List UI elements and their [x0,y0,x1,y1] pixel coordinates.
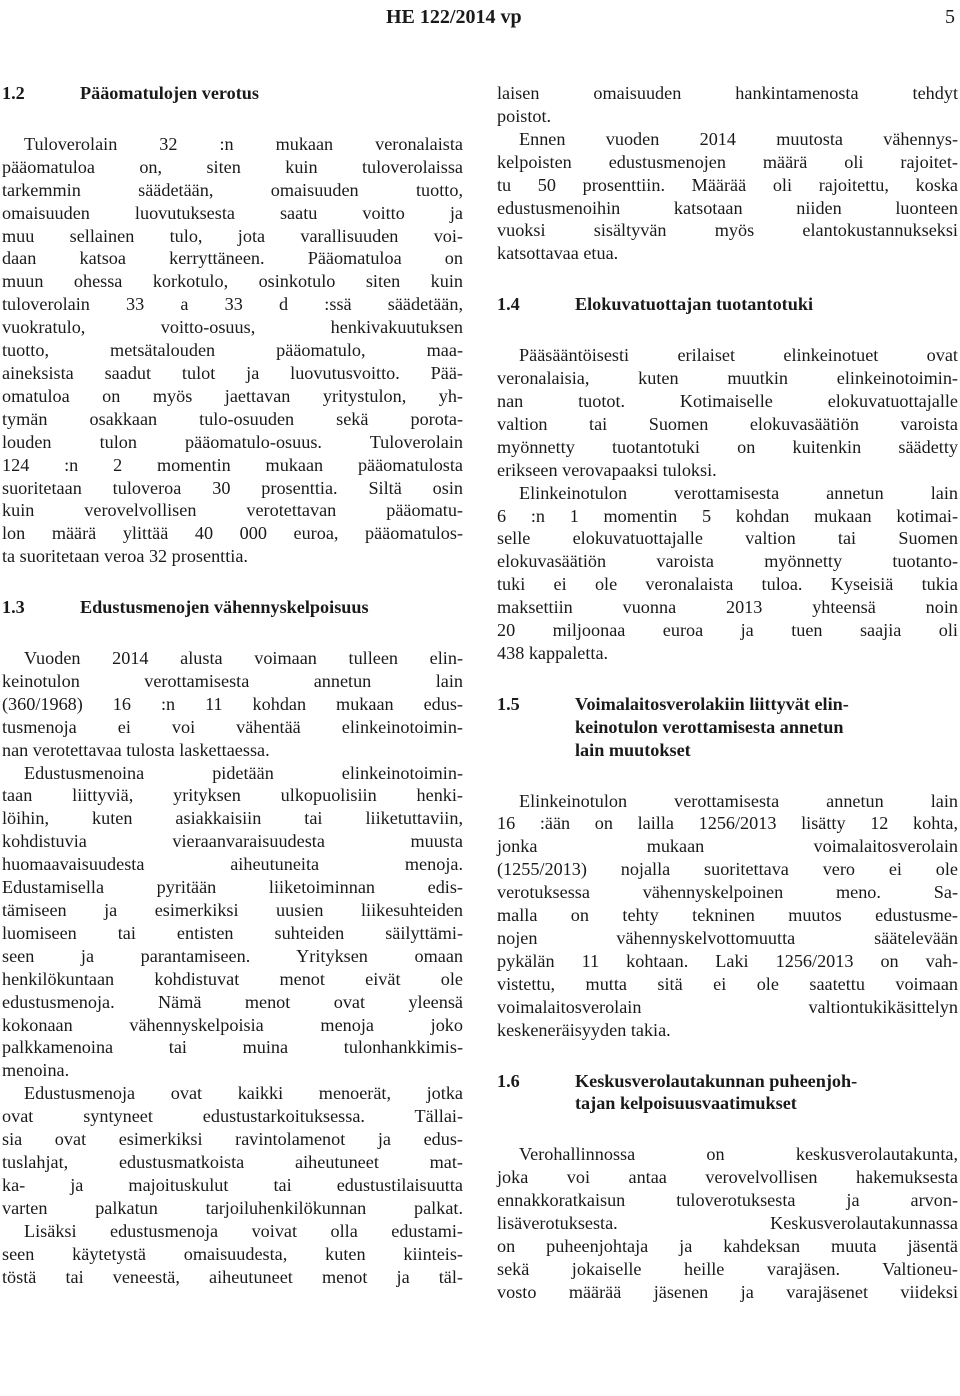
text-line: pääomatuloa on, siten kuin tuloverolaissa [2,156,463,177]
text-line: erikseen verovapaaksi tuloksi. [497,459,717,480]
text-line: veronalaisia, kuten muutkin elinkeinotoimin- [497,368,958,389]
section-title: Pääomatulojen verotus [80,83,259,103]
text-line: laisen omaisuuden hankintamenosta tehdyt [497,83,958,103]
text-line: muun ohessa korkotulo, osinkotulo siten kuin [2,271,463,292]
section-heading-1-3 [2,596,463,619]
text-line: louden tulon pääomatulo-osuus. Tuloverolain [2,431,463,452]
text-line: sekä jokaiselle heille varajäsen. Valtioneu- [497,1258,958,1279]
section-body-1-6 [497,1143,958,1303]
continued-paragraph [497,82,958,265]
text-line: tu 50 prosenttiin. Määrää oli rajoitettu, koska [497,174,958,195]
text-line: muu sellainen tulo, jota varallisuuden voi- [2,225,463,246]
text-line: seen käytetystä omaisuudesta, kuten kiinteis- [2,1243,463,1264]
text-line: verotuksessa vähennyskelpoinen meno. Sa- [497,882,958,903]
text-line: poistot. [497,105,552,126]
text-line: vuoksi sisältyvän myös elantokustannukseksi [497,220,958,241]
text-line: (1255/2013) nojalla suoritettava vero ei ole [497,859,958,880]
text-line: keskeneräisyyden takia. [497,1019,671,1040]
text-line: ka- ja majoituskulut tai edustustilaisuutta [2,1174,463,1195]
section-heading-1-2 [2,82,463,105]
text-line: vuokratulo, voitto-osuus, henkivakuutuksen [2,317,463,338]
text-line: ovat syntyneet edustustarkoituksessa. Tällai- [2,1106,463,1127]
text-line: taan liittyviä, yrityksen ulkopuolisiin henki- [2,785,463,806]
text-line: 438 kappaletta. [497,642,609,663]
text-line: varten palkatun tarjoiluhenkilökunnan palkat. [2,1197,463,1218]
text-line: tämiseen ja esimerkiksi uusien liikesuhteiden [2,900,463,920]
text-line: löihin, kuten asiakkaisiin tai liiketuttaviin, [2,808,463,829]
text-line: kuin verovelvollisen verotettavan pääomatu- [2,500,463,521]
text-line: Edustamisella pyritään liiketoiminnan edis- [2,877,463,898]
text-line: vosto määrää jäsenen ja varajäsenet viideksi [497,1281,958,1302]
section-body-1-5 [497,790,958,1042]
text-line: palkkamenoina tai muina tulonhankkimis- [2,1037,463,1058]
text-line: lon määrä ylittää 40 000 euroa, pääomatulos- [2,523,463,544]
text-line: daan katsoa kerryttäneen. Pääomatuloa on [2,248,463,269]
text-line: aineksista saadut tulot ja luovutusvoitto. Pää- [2,362,463,383]
text-line: 16 :ään on lailla 1256/2013 lisätty 12 kohta, [497,813,958,834]
right-column [497,82,958,1304]
text-line: (360/1968) 16 :n 11 kohdan mukaan edus- [2,693,463,714]
section-heading-1-4 [497,293,958,316]
section-number: 1.2 [2,83,25,103]
text-line: nan tuotot. Kotimaiselle elokuvatuottajalle [497,390,958,411]
section-title: tajan kelpoisuusvaatimukset [575,1093,797,1114]
text-line: kohdistuvia vieraanvaraisuudesta muusta [2,831,463,852]
text-line: edustusmenoihin katsotaan niiden luonteen [497,197,958,218]
text-line: myönnetty tuotantotuki on kuitenkin säädetty [497,436,958,457]
section-title: keinotulon verottamisesta annetun [575,716,844,737]
text-line: selle elokuvatuottajalle valtion tai Suomen [497,528,958,549]
text-line: Vuoden 2014 alusta voimaan tulleen elin- [24,648,463,669]
text-line: Ennen vuoden 2014 muutosta vähennys- [519,128,958,149]
text-line: kokonaan vähennyskelpoisia menoja joko [2,1014,463,1035]
section-title: Keskusverolautakunnan puheenjoh- [575,1070,858,1091]
text-line: menoina. [2,1060,70,1081]
section-heading-1-6 [497,1070,958,1116]
text-line: tymän osakkaan tulo-osuuden sekä porota- [2,408,463,429]
text-line: Pääsääntöisesti erilaiset elinkeinotuet ovat [519,345,958,366]
text-line: Edustusmenoja ovat kaikki menoerät, jotka [24,1083,463,1104]
left-column [2,82,463,1288]
text-line: huomaavaisuudesta aiheutuneita menoja. [2,854,463,875]
text-line: töstä tai veneestä, aiheutuneet menot ja täl- [2,1266,463,1287]
section-heading-1-5 [497,693,958,762]
text-line: tuki ei ole veronalaista tuloa. Kyseisiä tukia [497,574,958,595]
text-line: kelpoisten edustusmenojen määrä oli rajoitet- [497,151,958,172]
section-title: Edustusmenojen vähennyskelpoisuus [80,597,369,618]
text-line: pykälän 11 kohtaan. Laki 1256/2013 on vah- [497,950,958,971]
section-number: 1.4 [497,294,520,315]
section-body-1-2 [2,133,463,568]
text-line: Elinkeinotulon verottamisesta annetun lain [519,790,958,811]
text-line: tusmenoja ei voi vähentää elinkeinotoimin- [2,716,463,737]
section-number: 1.5 [497,693,520,714]
text-line: joka voi antaa verovelvollisen hakemuksesta [497,1167,958,1188]
text-line: nan verotettavaa tulosta laskettaessa. [2,739,270,760]
text-line: Edustusmenoina pidetään elinkeinotoimin- [24,762,463,783]
text-line: omaisuuden luovutuksesta saatu voitto ja [2,202,463,223]
text-line: katsottavaa etua. [497,243,619,264]
text-line: malla on tehty tekninen muutos edustusme- [497,905,958,926]
text-line: vistettu, mutta sitä ei ole saatettu voimaan [497,973,958,994]
page-number: 5 [945,6,955,28]
text-line: ennakkoratkaisun tuloverotuksesta ja arvon- [497,1190,958,1211]
document-reference: HE 122/2014 vp [386,6,522,28]
text-line: on puheenjohtaja ja kahdeksan muuta jäsentä [497,1235,958,1256]
text-line: keinotulon verottamisesta annetun lain [2,670,463,691]
text-line: maksettiin vuonna 2013 yhteensä noin [497,597,958,618]
text-line: seen ja parantamiseen. Yrityksen omaan [2,945,463,966]
text-line: tuslahjat, edustusmatkoista aiheutuneet mat- [2,1151,463,1172]
text-line: 20 miljoonaa euroa ja tuen saajia oli [497,620,958,641]
text-line: Elinkeinotulon verottamisesta annetun lain [519,482,958,503]
text-line: tuotto, metsätalouden pääomatulo, maa- [2,340,463,361]
text-line: lisäverotuksesta. Keskusverolautakunnassa [497,1213,958,1234]
text-line: sia ovat esimerkiksi ravintolamenot ja edus- [2,1129,463,1150]
text-line: tarkemmin säädetään, omaisuuden tuotto, [2,179,463,200]
text-line: nojen vähennyskelvottomuutta säätelevään [497,928,958,948]
text-line: Lisäksi edustusmenoja voivat olla edustami- [24,1220,463,1241]
section-number: 1.3 [2,597,25,618]
text-line: voimalaitosverolain valtiontukikäsittelyn [497,996,958,1017]
text-line: 124 :n 2 momentin mukaan pääomatulosta [2,454,463,475]
page-header [0,4,960,32]
section-title: Elokuvatuottajan tuotantotuki [575,294,814,315]
text-line: Tuloverolain 32 :n mukaan veronalaista [24,133,463,154]
text-line: jonka mukaan voimalaitosverolain [497,836,958,857]
text-line: valtion tai Suomen elokuvasäätiön varoista [497,413,958,434]
section-title: Voimalaitosverolakiin liittyvät elin- [575,693,849,714]
text-line: tuloverolain 33 a 33 d :ssä säädetään, [2,294,463,315]
text-line: edustusmenoja. Nämä menot ovat yleensä [2,991,463,1012]
text-line: henkilökuntaan kohdistuvat menot eivät ole [2,968,463,989]
section-body-1-4 [497,344,958,665]
section-body-1-3 [2,647,463,1288]
text-line: ta suoritetaan veroa 32 prosenttia. [2,546,248,567]
text-line: 6 :n 1 momentin 5 kohdan mukaan kotimai- [497,505,958,526]
text-line: omatuloa on myös jaettavan yritystulon, yh- [2,385,463,406]
section-title: lain muutokset [575,739,691,760]
section-number: 1.6 [497,1070,520,1091]
text-line: elokuvasäätiön varoista myönnetty tuotanto- [497,551,958,572]
text-line: suoritetaan tuloveroa 30 prosenttia. Siltä osin [2,477,463,498]
text-line: luomiseen tai entisten suhteiden säilyttämi- [2,922,463,943]
text-line: Verohallinnossa on keskusverolautakunta, [519,1144,958,1165]
